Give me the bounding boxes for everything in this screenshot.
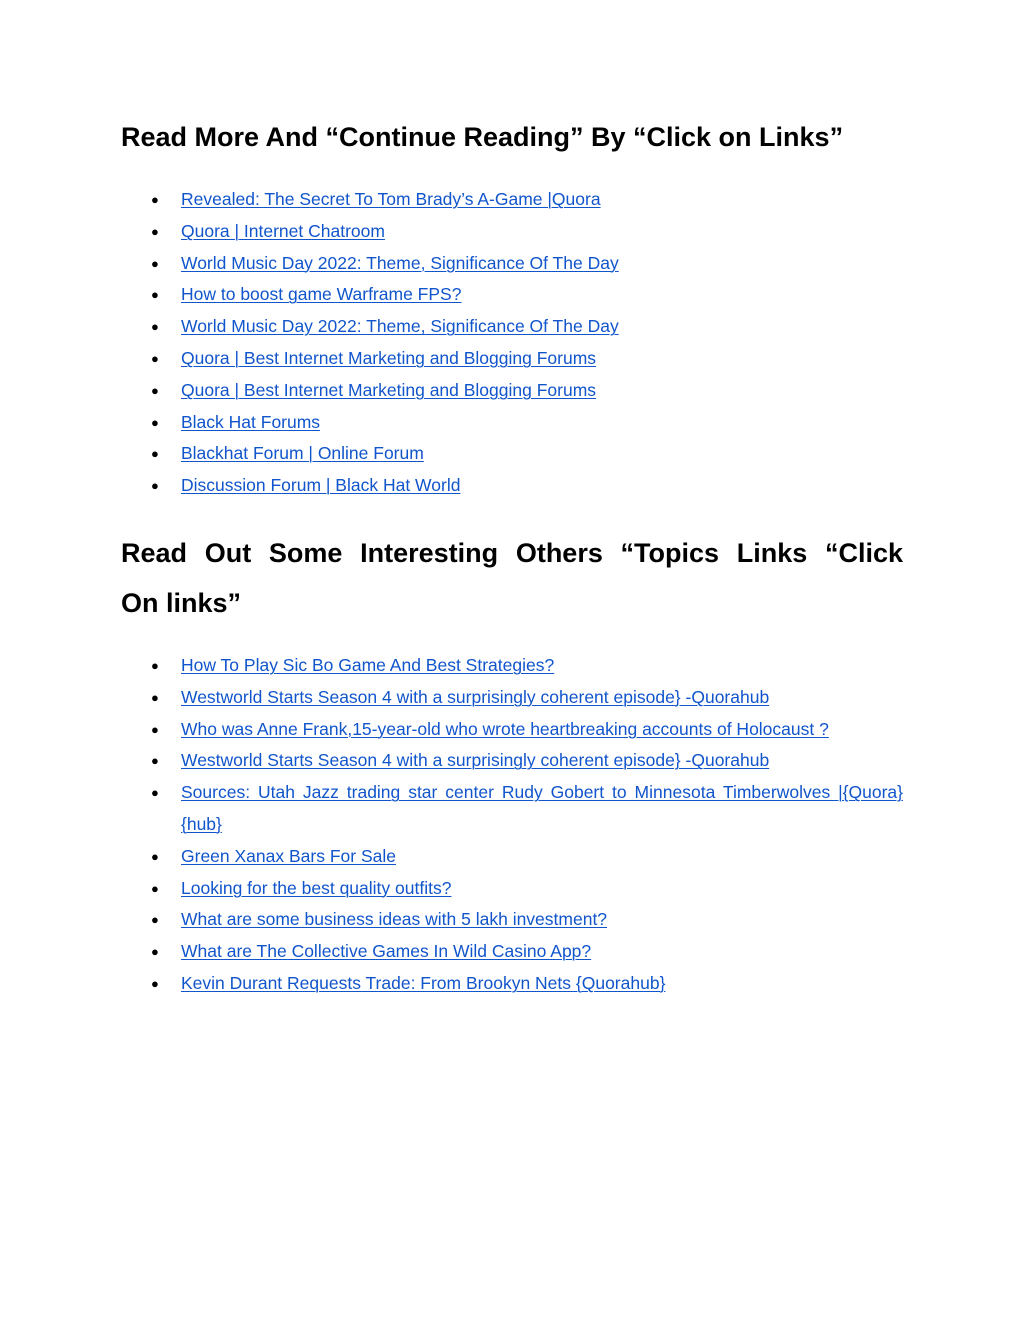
- list-item: [121, 470, 903, 502]
- article-link[interactable]: Westworld Starts Season 4 with a surprisingly coherent episode} -Quorahub: [181, 750, 770, 771]
- list-item: [121, 375, 903, 407]
- bullet-icon: ●: [151, 753, 159, 769]
- article-link[interactable]: How to boost game Warframe FPS?: [181, 284, 462, 305]
- list-item: [121, 184, 903, 216]
- article-link[interactable]: Quora | Best Internet Marketing and Blogging Forums: [181, 347, 597, 368]
- list-item: [121, 714, 903, 746]
- list-item: [121, 873, 903, 905]
- article-link[interactable]: Discussion Forum | Black Hat World: [181, 475, 461, 496]
- bullet-icon: ●: [151, 478, 159, 494]
- article-link[interactable]: Black Hat Forums: [181, 411, 321, 432]
- bullet-icon: ●: [151, 880, 159, 896]
- bullet-icon: ●: [151, 944, 159, 960]
- list-item: [121, 968, 903, 1000]
- list-item: [121, 407, 903, 439]
- bullet-icon: ●: [151, 721, 159, 737]
- list-item: [121, 343, 903, 375]
- article-link[interactable]: What are The Collective Games In Wild Casino App?: [181, 941, 592, 962]
- bullet-icon: ●: [151, 192, 159, 207]
- list-item: [121, 936, 903, 968]
- bullet-icon: ●: [151, 848, 159, 864]
- heading-line: On links”: [121, 588, 242, 618]
- article-link[interactable]: What are some business ideas with 5 lakh investment?: [181, 909, 608, 930]
- article-link[interactable]: World Music Day 2022: Theme, Significance Of The Day: [181, 316, 619, 337]
- continue-reading-link-list: [121, 184, 903, 502]
- list-item: [121, 311, 903, 343]
- article-link[interactable]: Looking for the best quality outfits?: [181, 877, 452, 898]
- bullet-icon: ●: [151, 975, 159, 991]
- article-link[interactable]: World Music Day 2022: Theme, Significance Of The Day: [181, 252, 619, 273]
- list-item: [121, 216, 903, 248]
- bullet-icon: ●: [151, 223, 159, 239]
- bullet-icon: ●: [151, 689, 159, 705]
- bullet-icon: ●: [151, 446, 159, 462]
- article-link[interactable]: Westworld Starts Season 4 with a surprisingly coherent episode} -Quorahub: [181, 686, 770, 707]
- article-link[interactable]: Green Xanax Bars For Sale: [181, 845, 396, 866]
- list-item: [121, 248, 903, 280]
- article-link[interactable]: Quora | Internet Chatroom: [181, 220, 385, 241]
- heading-line: Read Out Some Interesting Others “Topics Links “Click: [121, 538, 903, 568]
- bullet-icon: ●: [151, 382, 159, 398]
- article-link[interactable]: Revealed: The Secret To Tom Brady’s A-Game |Quora: [181, 189, 601, 209]
- list-item: [121, 904, 903, 936]
- bullet-icon: ●: [151, 287, 159, 303]
- article-link[interactable]: Blackhat Forum | Online Forum: [181, 443, 424, 464]
- bullet-icon: ●: [151, 255, 159, 271]
- bullet-icon: ●: [151, 785, 159, 801]
- article-link[interactable]: Who was Anne Frank,15-year-old who wrote heartbreaking accounts of Holocaust ?: [181, 718, 829, 739]
- article-link[interactable]: Quora | Best Internet Marketing and Blogging Forums: [181, 379, 597, 400]
- article-link[interactable]: Kevin Durant Requests Trade: From Brookyn Nets {Quorahub}: [181, 972, 666, 993]
- bullet-icon: ●: [151, 414, 159, 430]
- list-item: [121, 745, 903, 777]
- bullet-icon: ●: [151, 658, 159, 673]
- list-item: [121, 777, 903, 841]
- list-item: [121, 438, 903, 470]
- bullet-icon: ●: [151, 912, 159, 928]
- list-item: [121, 682, 903, 714]
- article-link[interactable]: Sources: Utah Jazz trading star center Rudy Gobert to Minnesota Timberwolves |{Quora} {hub}: [181, 782, 903, 834]
- list-item: [121, 650, 903, 682]
- bullet-icon: ●: [151, 350, 159, 366]
- bullet-icon: ●: [151, 319, 159, 335]
- article-link[interactable]: How To Play Sic Bo Game And Best Strategies?: [181, 655, 555, 675]
- section-heading-continue-reading: Read More And “Continue Reading” By “Click on Links”: [121, 122, 844, 152]
- list-item: [121, 841, 903, 873]
- topics-link-list: [121, 650, 903, 1000]
- section-heading-topics-links: [121, 528, 903, 628]
- list-item: [121, 279, 903, 311]
